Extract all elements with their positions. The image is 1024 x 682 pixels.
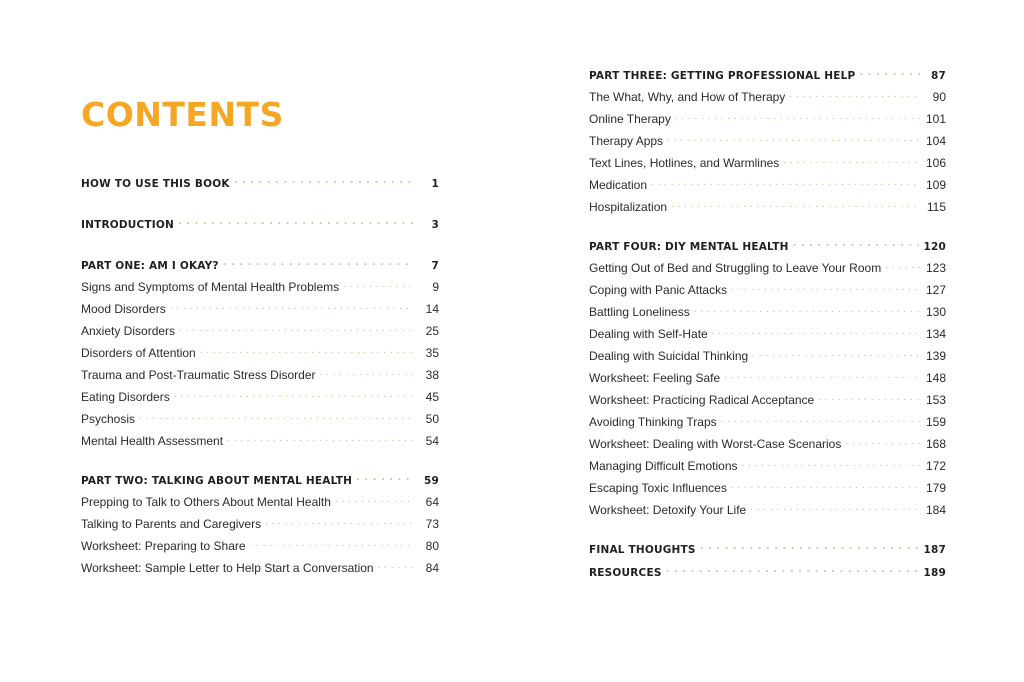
toc-section-entry[interactable] [589, 68, 946, 81]
dot-leader [174, 389, 413, 401]
toc-entry-label: Mental Health Assessment [81, 434, 224, 448]
dot-leader [671, 199, 920, 211]
toc-spacer [81, 359, 439, 367]
toc-sub-entry[interactable] [589, 304, 946, 318]
toc-spacer [589, 555, 946, 565]
toc-spacer [589, 296, 946, 304]
toc-sub-entry[interactable] [589, 502, 946, 516]
toc-sub-entry[interactable] [81, 516, 439, 530]
toc-spacer [81, 552, 439, 560]
toc-entry-page-number: 127 [925, 283, 946, 297]
toc-entry-page-number: 35 [425, 346, 439, 360]
toc-entry-page-number: 14 [425, 302, 439, 316]
toc-spacer [81, 337, 439, 345]
toc-section-entry[interactable] [589, 239, 946, 252]
dot-leader [250, 538, 413, 550]
toc-entry-label: Worksheet: Preparing to Share [81, 539, 246, 553]
toc-entry-label: HOW TO USE THIS BOOK [81, 177, 230, 190]
toc-spacer [81, 230, 439, 258]
toc-entry-page-number: 1 [431, 177, 439, 190]
toc-sub-entry[interactable] [81, 433, 439, 447]
toc-entry-page-number: 9 [432, 280, 439, 294]
toc-sub-entry[interactable] [589, 89, 946, 103]
dot-leader [139, 411, 413, 423]
toc-spacer [81, 293, 439, 301]
dot-leader [378, 560, 413, 572]
toc-entry-label: INTRODUCTION [81, 218, 174, 231]
toc-spacer [589, 191, 946, 199]
toc-entry-page-number: 148 [925, 371, 946, 385]
toc-spacer [81, 530, 439, 538]
toc-sub-entry[interactable] [589, 370, 946, 384]
dot-leader [200, 345, 413, 357]
toc-entry-label: PART ONE: AM I OKAY? [81, 259, 219, 272]
toc-entry-page-number: 168 [925, 437, 946, 451]
dot-leader [859, 68, 920, 79]
dot-leader [343, 279, 413, 291]
dot-leader [227, 433, 413, 445]
toc-sub-entry[interactable] [81, 301, 439, 315]
toc-entry-label: Worksheet: Dealing with Worst-Case Scenarios [589, 437, 842, 451]
toc-entry-label: PART THREE: GETTING PROFESSIONAL HELP [589, 69, 856, 82]
toc-sub-entry[interactable] [589, 199, 946, 213]
toc-entry-label: Psychosis [81, 412, 136, 426]
toc-entry-label: Getting Out of Bed and Struggling to Leave Your Room [589, 261, 882, 275]
toc-entry-label: Disorders of Attention [81, 346, 196, 360]
toc-entry-label: Medication [589, 178, 648, 192]
dot-leader [742, 458, 920, 470]
toc-entry-page-number: 45 [425, 390, 439, 404]
toc-entry-label: Hospitalization [589, 200, 668, 214]
toc-sub-entry[interactable] [589, 392, 946, 406]
toc-sub-entry[interactable] [81, 323, 439, 337]
toc-sub-entry[interactable] [81, 367, 439, 381]
toc-entry-page-number: 3 [431, 218, 439, 231]
toc-entry-label: Worksheet: Sample Letter to Help Start a Conversation [81, 561, 374, 575]
toc-entry-label: Signs and Symptoms of Mental Health Problems [81, 280, 340, 294]
toc-entry-label: Eating Disorders [81, 390, 170, 404]
toc-spacer [589, 147, 946, 155]
dot-leader [750, 502, 920, 514]
dot-leader [783, 155, 920, 167]
toc-entry-label: Avoiding Thinking Traps [589, 415, 717, 429]
toc-spacer [589, 340, 946, 348]
toc-entry-page-number: 7 [431, 259, 439, 272]
toc-entry-page-number: 159 [925, 415, 946, 429]
toc-spacer [589, 516, 946, 542]
toc-entry-page-number: 104 [925, 134, 946, 148]
toc-entry-label: Battling Loneliness [589, 305, 690, 319]
dot-leader [356, 473, 413, 484]
toc-entry-page-number: 130 [925, 305, 946, 319]
dot-leader [885, 260, 920, 272]
dot-leader [721, 414, 920, 426]
toc-entry-page-number: 115 [926, 200, 946, 214]
toc-sub-entry[interactable] [81, 389, 439, 403]
toc-spacer [589, 428, 946, 436]
toc-section-entry[interactable] [81, 217, 439, 230]
dot-leader [789, 89, 920, 101]
toc-sub-entry[interactable] [81, 411, 439, 425]
toc-entry-label: Mood Disorders [81, 302, 166, 316]
toc-entry-label: Prepping to Talk to Others About Mental Health [81, 495, 331, 509]
toc-entry-page-number: 87 [930, 69, 946, 82]
toc-spacer [589, 472, 946, 480]
dot-leader [320, 367, 413, 379]
dot-leader [265, 516, 413, 528]
dot-leader [178, 217, 413, 228]
toc-list-right [589, 68, 946, 578]
toc-entry-label: Dealing with Suicidal Thinking [589, 349, 749, 363]
dot-leader [752, 348, 920, 360]
toc-spacer [81, 189, 439, 217]
toc-spacer [589, 318, 946, 326]
toc-entry-label: RESOURCES [589, 566, 662, 579]
toc-entry-page-number: 73 [425, 517, 439, 531]
toc-entry-label: Therapy Apps [589, 134, 664, 148]
toc-spacer [589, 252, 946, 260]
toc-spacer [589, 406, 946, 414]
toc-entry-page-number: 172 [925, 459, 946, 473]
toc-sub-entry[interactable] [81, 345, 439, 359]
toc-spacer [589, 384, 946, 392]
toc-entry-label: Worksheet: Detoxify Your Life [589, 503, 747, 517]
toc-sub-entry[interactable] [589, 414, 946, 428]
dot-leader [170, 301, 413, 313]
dot-leader [700, 542, 920, 553]
toc-entry-page-number: 187 [923, 543, 946, 556]
dot-leader [793, 239, 920, 250]
toc-section-entry[interactable] [81, 258, 439, 271]
toc-spacer [589, 362, 946, 370]
toc-entry-label: PART TWO: TALKING ABOUT MENTAL HEALTH [81, 474, 353, 487]
dot-leader [179, 323, 413, 335]
toc-entry-label: Worksheet: Practicing Radical Acceptance [589, 393, 815, 407]
dot-leader [666, 565, 920, 576]
toc-sub-entry[interactable] [81, 494, 439, 508]
page-title: CONTENTS [81, 95, 284, 134]
toc-entry-page-number: 189 [923, 566, 946, 579]
toc-entry-page-number: 101 [925, 112, 946, 126]
toc-entry-label: Anxiety Disorders [81, 324, 176, 338]
toc-sub-entry[interactable] [589, 177, 946, 191]
toc-entry-page-number: 84 [425, 561, 439, 575]
toc-entry-label: Dealing with Self-Hate [589, 327, 708, 341]
toc-spacer [589, 81, 946, 89]
toc-sub-entry[interactable] [589, 111, 946, 125]
toc-spacer [589, 494, 946, 502]
toc-spacer [81, 403, 439, 411]
toc-entry-page-number: 80 [425, 539, 439, 553]
toc-spacer [589, 103, 946, 111]
dot-leader [335, 494, 413, 506]
toc-section-entry[interactable] [589, 542, 946, 555]
toc-entry-page-number: 139 [925, 349, 946, 363]
toc-spacer [81, 271, 439, 279]
toc-sub-entry[interactable] [589, 155, 946, 169]
dot-leader [234, 176, 413, 187]
toc-sub-entry[interactable] [589, 436, 946, 450]
toc-sub-entry[interactable] [589, 326, 946, 340]
toc-sub-entry[interactable] [81, 279, 439, 293]
toc-spacer [81, 486, 439, 494]
toc-spacer [81, 315, 439, 323]
dot-leader [724, 370, 920, 382]
toc-entry-page-number: 120 [923, 240, 946, 253]
toc-sub-entry[interactable] [589, 133, 946, 147]
toc-spacer [589, 125, 946, 133]
toc-sub-entry[interactable] [589, 260, 946, 274]
toc-entry-label: FINAL THOUGHTS [589, 543, 696, 556]
toc-entry-page-number: 38 [425, 368, 439, 382]
dot-leader [845, 436, 920, 448]
toc-entry-page-number: 90 [932, 90, 946, 104]
toc-section-entry[interactable] [81, 473, 439, 486]
toc-entry-page-number: 59 [423, 474, 439, 487]
toc-spacer [589, 213, 946, 239]
toc-entry-label: The What, Why, and How of Therapy [589, 90, 786, 104]
toc-section-entry[interactable] [81, 176, 439, 189]
dot-leader [651, 177, 920, 189]
dot-leader [223, 258, 413, 269]
toc-spacer [81, 381, 439, 389]
toc-entry-label: Escaping Toxic Influences [589, 481, 727, 495]
toc-entry-page-number: 134 [925, 327, 946, 341]
toc-spacer [81, 425, 439, 433]
toc-entry-label: PART FOUR: DIY MENTAL HEALTH [589, 240, 789, 253]
toc-entry-label: Trauma and Post-Traumatic Stress Disorder [81, 368, 316, 382]
toc-entry-page-number: 184 [925, 503, 946, 517]
toc-spacer [81, 447, 439, 473]
toc-section-entry[interactable] [589, 565, 946, 578]
toc-entry-label: Text Lines, Hotlines, and Warmlines [589, 156, 780, 170]
toc-spacer [589, 274, 946, 282]
toc-list-left [81, 176, 439, 574]
toc-entry-label: Talking to Parents and Caregivers [81, 517, 262, 531]
toc-sub-entry[interactable] [81, 538, 439, 552]
toc-entry-page-number: 153 [925, 393, 946, 407]
toc-spacer [81, 508, 439, 516]
toc-sub-entry[interactable] [81, 560, 439, 574]
toc-entry-label: Coping with Panic Attacks [589, 283, 728, 297]
toc-entry-page-number: 64 [425, 495, 439, 509]
dot-leader [667, 133, 920, 145]
dot-leader [694, 304, 920, 316]
toc-sub-entry[interactable] [589, 282, 946, 296]
toc-entry-page-number: 179 [925, 481, 946, 495]
toc-entry-page-number: 50 [425, 412, 439, 426]
toc-spacer [589, 169, 946, 177]
toc-sub-entry[interactable] [589, 458, 946, 472]
toc-sub-entry[interactable] [589, 348, 946, 362]
toc-entry-label: Managing Difficult Emotions [589, 459, 738, 473]
toc-sub-entry[interactable] [589, 480, 946, 494]
toc-entry-page-number: 109 [925, 178, 946, 192]
toc-entry-page-number: 54 [425, 434, 439, 448]
dot-leader [675, 111, 920, 123]
toc-entry-page-number: 106 [925, 156, 946, 170]
toc-entry-page-number: 25 [425, 324, 439, 338]
dot-leader [712, 326, 920, 338]
toc-entry-label: Online Therapy [589, 112, 671, 126]
toc-entry-page-number: 123 [925, 261, 946, 275]
dot-leader [731, 480, 920, 492]
toc-spacer [589, 450, 946, 458]
dot-leader [731, 282, 920, 294]
dot-leader [818, 392, 920, 404]
toc-entry-label: Worksheet: Feeling Safe [589, 371, 721, 385]
